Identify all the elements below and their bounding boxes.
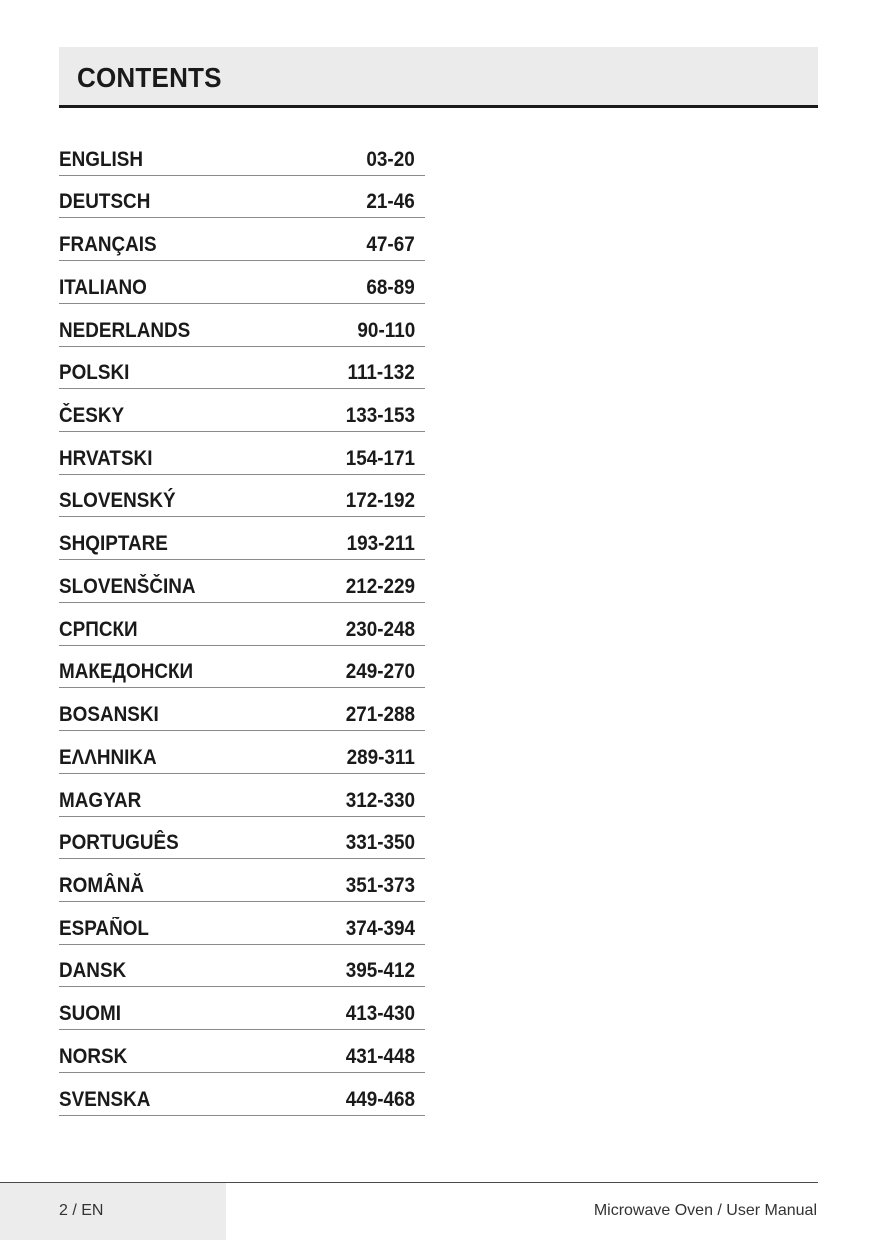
toc-page-range: 230-248	[345, 617, 415, 641]
toc-row	[59, 945, 425, 988]
toc-language: ROMÂNĂ	[59, 873, 145, 897]
toc-language: SUOMI	[59, 1002, 121, 1026]
toc-language: PORTUGUÊS	[59, 831, 179, 855]
footer-document-title: Microwave Oven / User Manual	[593, 1202, 817, 1219]
toc-row	[59, 817, 425, 860]
toc-row	[59, 261, 425, 304]
toc-row	[59, 517, 425, 560]
toc-row	[59, 1073, 425, 1116]
toc-language: ΕΛΛΗΝΙΚΑ	[59, 745, 157, 769]
toc-language: ENGLISH	[59, 147, 144, 171]
toc-language: ESPAÑOL	[59, 916, 149, 940]
toc-row	[59, 731, 425, 774]
footer-page-number: 2 / EN	[59, 1202, 104, 1219]
toc-row	[59, 304, 425, 347]
toc-page-range: 289-311	[346, 745, 415, 769]
footer-band	[0, 1183, 226, 1240]
toc-row	[59, 432, 425, 475]
toc-page-range: 413-430	[345, 1002, 415, 1026]
toc-row	[59, 218, 425, 261]
toc-row	[59, 1030, 425, 1073]
toc-page-range: 90-110	[357, 318, 415, 342]
toc-language: BOSANSKI	[59, 703, 159, 727]
toc-language: NEDERLANDS	[59, 318, 191, 342]
toc-page-range: 03-20	[366, 147, 415, 171]
toc-language: ČESKY	[59, 404, 125, 428]
toc-page-range: 111-132	[347, 361, 415, 385]
toc-language: DEUTSCH	[59, 190, 151, 214]
toc-row	[59, 176, 425, 219]
header-divider	[59, 105, 818, 108]
toc-page-range: 193-211	[346, 532, 415, 556]
toc-page-range: 395-412	[345, 959, 415, 983]
toc-language: MAGYAR	[59, 788, 142, 812]
toc-row	[59, 603, 425, 646]
toc-page-range: 212-229	[345, 574, 415, 598]
toc-page-range: 68-89	[366, 275, 415, 299]
toc-language: SVENSKA	[59, 1087, 151, 1111]
toc-row	[59, 347, 425, 390]
toc-language: SLOVENSKÝ	[59, 489, 176, 513]
toc-row	[59, 902, 425, 945]
toc-page-range: 374-394	[345, 916, 415, 940]
toc-language: DANSK	[59, 959, 127, 983]
toc-page-range: 312-330	[345, 788, 415, 812]
toc-language: POLSKI	[59, 361, 130, 385]
toc-page-range: 133-153	[345, 404, 415, 428]
toc-language: ITALIANO	[59, 275, 147, 299]
toc-language: FRANÇAIS	[59, 233, 157, 257]
toc-page-range: 431-448	[345, 1044, 415, 1068]
toc-language: HRVATSKI	[59, 446, 153, 470]
page-title: CONTENTS	[77, 62, 222, 93]
toc-page-range: 154-171	[345, 446, 415, 470]
toc-language: SHQIPTARE	[59, 532, 168, 556]
toc-page-range: 47-67	[366, 233, 415, 257]
toc-language: SLOVENŠČINA	[59, 574, 196, 598]
toc-page-range: 331-350	[345, 831, 415, 855]
toc-page-range: 271-288	[345, 703, 415, 727]
toc-row	[59, 646, 425, 689]
toc-row	[59, 987, 425, 1030]
toc-row	[59, 475, 425, 518]
toc-row	[59, 688, 425, 731]
toc-row	[59, 389, 425, 432]
toc-page-range: 172-192	[345, 489, 415, 513]
toc-row	[59, 133, 425, 176]
toc-row	[59, 560, 425, 603]
toc-row	[59, 774, 425, 817]
toc-page-range: 249-270	[345, 660, 415, 684]
toc-row	[59, 859, 425, 902]
toc-page-range: 449-468	[345, 1087, 415, 1111]
toc-page-range: 21-46	[366, 190, 415, 214]
toc-language: NORSK	[59, 1044, 128, 1068]
toc-language: МАКЕДОНСКИ	[59, 660, 194, 684]
toc-page-range: 351-373	[345, 873, 415, 897]
toc-language: СРПСКИ	[59, 617, 138, 641]
table-of-contents	[59, 133, 425, 1116]
